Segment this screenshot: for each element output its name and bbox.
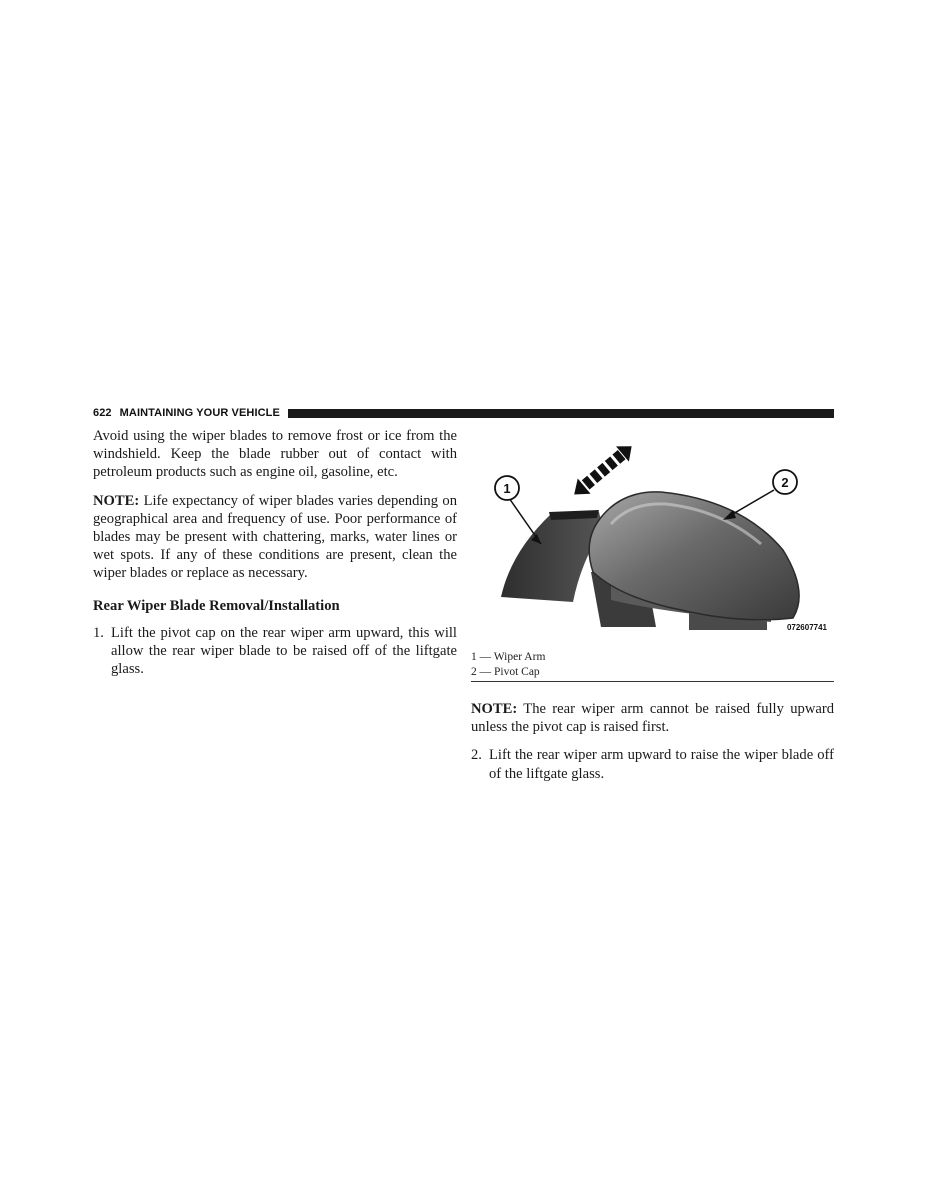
section-title: MAINTAINING YOUR VEHICLE [119, 407, 280, 419]
note-text: Life expectancy of wiper blades varies depending on geographical area and frequency of use. Poor performance of blades may be present with chattering, marks, water lines or wet spots. If any of these conditions are present, clean the wiper blades or replace as necessary. [93, 492, 457, 582]
figure-legend [471, 650, 834, 682]
motion-arrow [568, 439, 638, 503]
subheading: Rear Wiper Blade Removal/Installation [93, 597, 340, 614]
note-paragraph-2 [471, 700, 834, 736]
left-column [93, 427, 457, 688]
callout-2-label: 2 [781, 475, 789, 490]
image-code: 072607741 [786, 623, 827, 632]
header-rule [288, 409, 834, 418]
note-paragraph [93, 492, 457, 583]
step-text-2: Lift the rear wiper arm upward to raise the wiper blade off of the liftgate glass. [489, 747, 834, 782]
note-label: NOTE: [93, 492, 140, 509]
step-text: Lift the pivot cap on the rear wiper arm upward, this will allow the rear wiper blade to be raised off of the liftgate glass. [111, 624, 457, 678]
wiper-illustration [471, 432, 834, 642]
step-number: 1. [93, 624, 104, 641]
note-label-2: NOTE: [471, 701, 518, 717]
wiper-illustration-svg [471, 432, 834, 642]
page-header [93, 406, 834, 420]
step-2 [471, 746, 834, 782]
right-column [471, 700, 834, 793]
step-number-2: 2. [471, 747, 482, 764]
callout-1-label: 1 [503, 481, 511, 496]
legend-item-pivot-cap: 2 — Pivot Cap [471, 666, 540, 678]
intro-paragraph: Avoid using the wiper blades to remove frost or ice from the windshield. Keep the blade rubber out of contact with petroleum products such as engine oil, gasoline, etc. [93, 428, 457, 481]
page-number: 622 [93, 407, 112, 419]
wiper-arm-shape [501, 512, 603, 602]
legend-item-wiper-arm: 1 — Wiper Arm [471, 651, 546, 663]
legend-rule [471, 681, 834, 682]
step-1 [93, 624, 457, 679]
note-text-2: The rear wiper arm cannot be raised fully upward unless the pivot cap is raised first. [471, 701, 834, 736]
